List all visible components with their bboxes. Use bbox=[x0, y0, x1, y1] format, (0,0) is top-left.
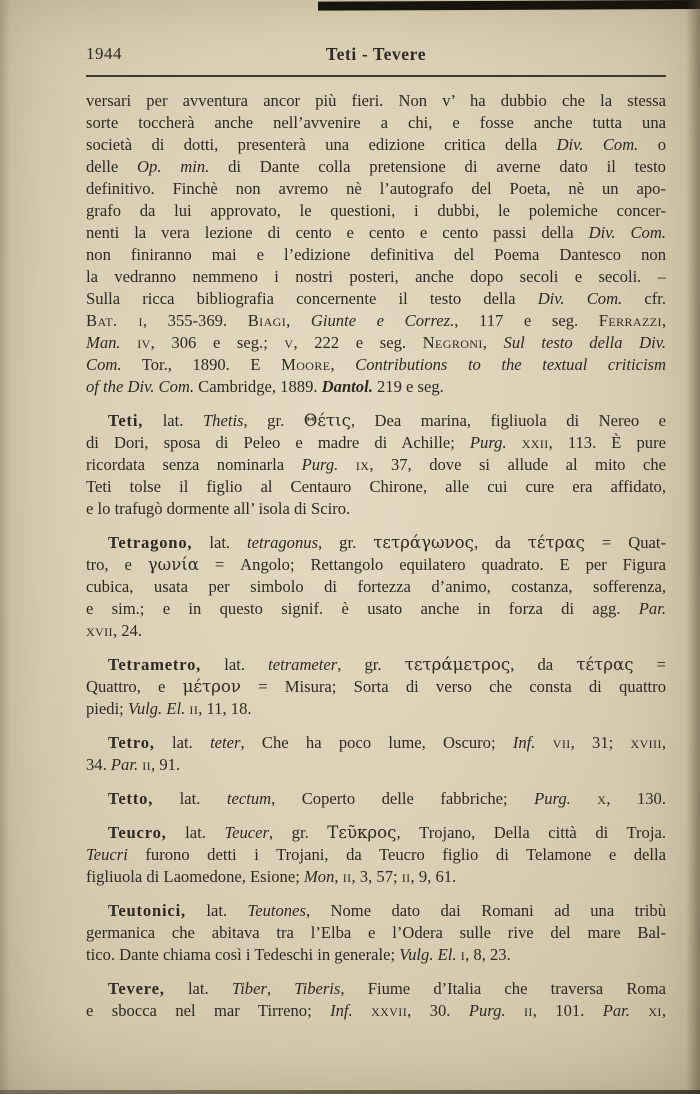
paragraph-entry-teucro bbox=[86, 822, 666, 888]
text-line: e lo trafugò dormente all’ isola di Sciro. bbox=[86, 499, 351, 518]
running-head-title: Teti - Tevere bbox=[325, 44, 427, 64]
paragraph-intro-continuation bbox=[86, 90, 666, 398]
text-line: Tetragono, lat. tetragonus, gr. τετράγωνος, da τέτρας = Quat- bbox=[108, 533, 666, 552]
page-header bbox=[86, 44, 666, 68]
paragraph-entry-teutonici bbox=[86, 900, 666, 966]
text-line: società di dotti, presenterà una edizione critica della Div. Com. o bbox=[86, 135, 666, 154]
text-line: Teucro, lat. Teucer, gr. Τεῦκρος, Trojano, Della città di Troja. bbox=[108, 823, 666, 842]
text-line: Teti tolse il figlio al Centauro Chirone, alle cui cure era affidato, bbox=[86, 477, 666, 496]
scan-edge-top-bar bbox=[318, 0, 700, 11]
paragraph-entry-teti bbox=[86, 410, 666, 520]
text-line: nenti la vera lezione di cento e cento e cento passi della Div. Com. bbox=[86, 223, 666, 242]
text-line: Teutonici, lat. Teutones, Nome dato dai Romani ad una tribù bbox=[108, 901, 666, 920]
header-rule bbox=[86, 75, 666, 77]
text-line: definitivo. Finchè non avremo nè l’autografo del Poeta, nè un apo- bbox=[86, 179, 666, 198]
dictionary-entries bbox=[86, 90, 666, 1022]
text-line: of the Div. Com. Cambridge, 1889. Dantol. 219 e seg. bbox=[86, 377, 444, 396]
text-line: grafo da lui approvato, le questioni, i dubbi, le polemiche concer- bbox=[86, 201, 666, 220]
text-line: e sbocca nel mar Tirreno; Inf. xxvii, 30. Purg. ii, 101. Par. xi, bbox=[86, 1001, 666, 1020]
scan-edge-right-shadow bbox=[686, 0, 700, 1094]
text-line: sorte toccherà anche nell’avvenire a chi, e fosse anche tutta una bbox=[86, 113, 666, 132]
text-line: Teucri furono detti i Trojani, da Teucro figlio di Telamone e della bbox=[86, 845, 666, 864]
text-line: Tetto, lat. tectum, Coperto delle fabbriche; Purg. x, 130. bbox=[108, 789, 666, 808]
scan-edge-left-shadow bbox=[0, 0, 10, 1094]
text-line: Tetrametro, lat. tetrameter, gr. τετράμετρος, da τέτρας = bbox=[108, 655, 666, 674]
text-line: Sulla ricca bibliografia concernente il testo della Div. Com. cfr. bbox=[86, 289, 666, 308]
text-line: Com. Tor., 1890. E Moore, Contributions to the textual criticism bbox=[86, 355, 666, 374]
text-line: delle Op. min. di Dante colla pretensione di averne dato il testo bbox=[86, 157, 666, 176]
scan-edge-bottom-bar bbox=[0, 1090, 700, 1094]
paragraph-entry-tetto bbox=[86, 788, 666, 810]
text-line: non finiranno mai e l’edizione definitiva del Poema Dantesco non bbox=[86, 245, 666, 264]
text-line: Tetro, lat. teter, Che ha poco lume, Oscuro; Inf. vii, 31; xviii, bbox=[108, 733, 667, 752]
text-line: Tevere, lat. Tiber, Tiberis, Fiume d’Italia che traversa Roma bbox=[108, 979, 666, 998]
text-line: germanica che abitava tra l’Elba e l’Odera sulle rive del mare Bal- bbox=[86, 923, 666, 942]
text-block bbox=[86, 44, 666, 1034]
text-line: cubica, usata per simbolo di fortezza d’animo, costanza, sofferenza, bbox=[86, 577, 666, 596]
paragraph-entry-tevere bbox=[86, 978, 666, 1022]
text-line: la vedranno nemmeno i nostri posteri, anche dopo secoli e secoli. – bbox=[86, 267, 666, 286]
text-line: di Dori, sposa di Peleo e madre di Achille; Purg. xxii, 113. È pure bbox=[86, 433, 666, 452]
text-line: tro, e γωνία = Angolo; Rettangolo equilatero quadrato. E per Figura bbox=[86, 555, 666, 574]
text-line: e sim.; e in questo signif. è usato anche in forza di agg. Par. bbox=[86, 599, 666, 618]
text-line: xvii, 24. bbox=[86, 621, 142, 640]
text-line: tico. Dante chiama così i Tedeschi in generale; Vulg. El. i, 8, 23. bbox=[86, 945, 511, 964]
text-line: versari per avventura ancor più fieri. Non v’ ha dubbio che la stessa bbox=[86, 91, 666, 110]
text-line: 34. Par. ii, 91. bbox=[86, 755, 181, 774]
text-line: Teti, lat. Thetis, gr. Θέτις, Dea marina, figliuola di Nereo e bbox=[108, 411, 666, 430]
text-line: figliuola di Laomedone, Esione; Mon, ii, 3, 57; ii, 9, 61. bbox=[86, 867, 457, 886]
paragraph-entry-tetragono bbox=[86, 532, 666, 642]
page-number: 1944 bbox=[86, 44, 122, 63]
text-line: Bat. i, 355-369. Biagi, Giunte e Correz., 117 e seg. Ferrazzi, bbox=[86, 311, 667, 330]
paragraph-entry-tetrametro bbox=[86, 654, 666, 720]
text-line: Quattro, e μέτρον = Misura; Sorta di verso che consta di quattro bbox=[86, 677, 666, 696]
text-line: Man. iv, 306 e seg.; v, 222 e seg. Negroni, Sul testo della Div. bbox=[86, 333, 666, 352]
paragraph-entry-tetro bbox=[86, 732, 666, 776]
text-line: piedi; Vulg. El. ii, 11, 18. bbox=[86, 699, 252, 718]
text-line: ricordata senza nominarla Purg. ix, 37, dove si allude al mito che bbox=[86, 455, 667, 474]
